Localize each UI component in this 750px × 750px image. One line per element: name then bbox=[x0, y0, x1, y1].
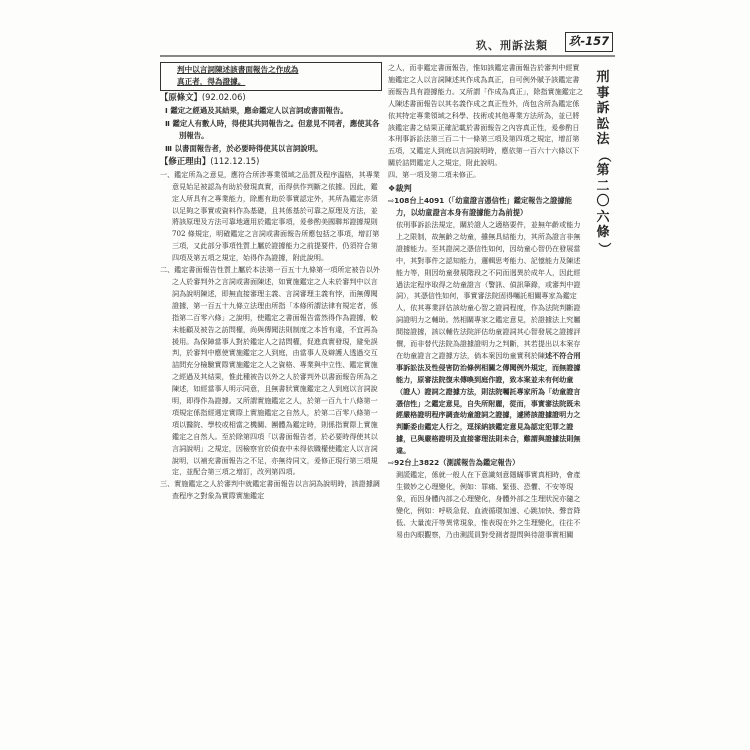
side-char: 訴 bbox=[596, 101, 610, 116]
item-number: Ⅱ bbox=[165, 118, 170, 128]
arrow-icon: ⇨ bbox=[388, 195, 395, 205]
reason-note: 四、第一項及第二項未修正。 bbox=[388, 170, 481, 180]
reason-continuation: 之人，而非鑑定書面報告，惟如該鑑定書面報告於審判中經實施鑑定之人以言詞陳述其作成為真正，自可例外賦予該鑑定書面報告具有證據能力。又所謂「作成為真正」，除指實施鑑定之人陳述書面報告以其名義作成之真正性外，尚包含所為鑑定係依其特定專業領域之科學、技術或其他專業方法所為，並已將該鑑定書之結果正確記載於書面報告之內容真正性，爰參酌日本刑事訴訟法第三百二十一條第三項及第四項之規定，增訂第五項，又鑑定人到庭以言詞說明時，應依第一百六十六條以下關於詰問鑑定人之規定，附此說明。 bbox=[388, 63, 584, 168]
original-item bbox=[160, 105, 382, 117]
case-body bbox=[388, 469, 586, 540]
section-title: 玖、刑訴法類 bbox=[476, 39, 548, 52]
case-title: 108台上4091（「幼童證言憑信性」鑑定報告之證據能力，以幼童證言本身有證據能力為前提） bbox=[394, 195, 572, 217]
side-title bbox=[592, 70, 614, 256]
item-text: 鑑定人有數人時，得使其共同報告之。但意見不同者，應使其各別報告。 bbox=[172, 118, 380, 140]
rulings-label: 裁判 bbox=[395, 183, 412, 194]
heading-label: 【修正理由】 bbox=[160, 155, 211, 166]
side-char: 第 bbox=[596, 163, 610, 178]
case-title: 92台上3822（測謊報告為鑑定報告） bbox=[394, 458, 520, 468]
side-char: 六 bbox=[596, 209, 610, 225]
reason-paragraph: 二、鑑定書面報告性質上屬於本法第一百五十九條第一項所定被告以外之人於審判外之言詞或書面陳述，如實施鑑定之人未於審判中以言詞為說明陳述，即無直接審理主義、言詞審理主義有悖，而無傳聞證據，第一百五十九條立法理由所指「本條所謂法律有規定者，係指第二百零六條」之說明，使鑑定之書面報告當然得作為證據，較未能顧及被告之訪問權，尚與傳聞法則制度之本旨有違，不宜再為援用。為保障當事人對於鑑定人之詰問權，促進真實發現，避免誤判，於審判中應使實施鑑定之人到庭，由當事人及辯護人透過交互詰問充分檢驗實際實施鑑定之人之資格、專業與中立性、鑑定實施之經過及其結果，惟此種被告以外之人於審判外以書面報告所為之陳述，如經當事人明示同意，且無書狀實施鑑定之人到庭以言詞說明，即得作為證據。又所謂實施鑑定之人，於第一百九十八條第一項規定係指經選定實際上實施鑑定之自然人，於第二百零八條第一項以醫院、學校或相當之機關、團體為鑑定時，則係指實際上實施鑑定之自然人。至於除第四項「以書面報告者，於必要時得使其以言詞說明」之規定，因檢察官於偵查中未得依職權使鑑定人以言詞說明，以補充書面報告之不足，亦無待同文，爰修正現行第三項規定，並配合第三項之增訂，改列第四項。 bbox=[160, 265, 380, 477]
original-article-heading bbox=[160, 92, 382, 104]
heading-label: 【原條文】 bbox=[160, 92, 202, 102]
continued-article-box bbox=[160, 62, 382, 91]
heading-date: (112.12.15) bbox=[210, 155, 260, 166]
original-item bbox=[160, 143, 382, 155]
case-text: 依刑事訴訟法規定，關於證人之適格要件，並無年齡或能力上之限制，故無齡之幼童，雖無具結能力，其所為證言非無證據能力。至其證詞之憑信性如何，因幼童心智仍在發展當中，其對事件之認知能力，邏輯思考能力、記憶能力及陳述能力等，則因幼童發展階段之不同而迥異於成年人，因此經過法定程序取得之幼童證言（警訊、偵訊筆錄，或審判中證詞），其憑信性如何，事實審法院固得囑託相關專家為鑑定人，依其專業評估該幼童心智之證詞程度，作為法院判斷證詞證明力之輔助。然相關專家之鑑定意見，於證據法上究屬間接證據，該以輔佐法院評估幼童證詞其心智發展之證據評價，而非替代法院為證據證明力之判斷，其若提出以本案存在幼童證言之證據方法，倘本案因幼童實利於陳 bbox=[396, 219, 581, 360]
case-emphasis: 述不符合刑事訴訟法及性侵害防治條例相關之傳聞例外規定，而無證據能力，原審法院復未傳喚到庭作證，致本案並未有何幼童（證人）證詞之證據方法，則法院囑託專家所為「幼童證言憑信性」之鑑定意見，自失所附麗，從而，事實審法院既未經嚴格證明程序調查幼童證詞之證據，遽將該證據證明力之判斷委由鑑定人行之，逕採納該鑑定意見為認定犯罪之證據，已與嚴格證明及直接審理法則未合，難謂與證據法則無違。 bbox=[396, 350, 581, 456]
side-char: ） bbox=[595, 241, 611, 255]
item-number: Ⅰ bbox=[165, 105, 168, 115]
case-heading bbox=[388, 457, 586, 469]
diamond-icon: ❖ bbox=[388, 183, 396, 194]
original-item bbox=[160, 118, 382, 142]
side-char: 訟 bbox=[596, 116, 610, 132]
amendment-reason-heading bbox=[160, 156, 382, 168]
header-rule bbox=[160, 55, 615, 57]
side-char: 二 bbox=[596, 178, 610, 194]
side-char: 事 bbox=[596, 85, 610, 101]
case-body bbox=[388, 219, 586, 457]
right-column bbox=[388, 62, 586, 541]
item-text: 鑑定之經過及其結果，應命鑑定人以言詞或書面報告。 bbox=[170, 105, 348, 115]
reason-paragraph: 三、實施鑑定之人於審判中就鑑定書面報告以言詞為說明時，該證據調查程序之對象為實際實施鑑定 bbox=[160, 479, 380, 501]
left-column bbox=[160, 62, 382, 502]
case-text: 測謊鑑定，係就一般人在下意識刻意隱瞞事實真相時，會產生微妙之心理變化，例如：罪痛、緊張、恐懼、不安等現象，而因身體內部之心理變化，身體外部之生理狀況亦隨之變化，例如：呼吸急促、血液循環加速、心跳加快、聲音降低、大量流汗等異常現象，惟表現在外之生理變化，往往不易由內眼觀察，乃由測謊員對受測者提問與待證事實相關 bbox=[396, 470, 581, 539]
reason-paragraph: 一、鑑定所為之意見，應符合所涉專業領域之品質及程序溫格，其專業意見始足被認為有助於發現真實，而得供作判斷之依據。因此，鑑定人所具有之專業能力，除應有助於事實認定外，其所為鑑定亦須以足夠之事實或資料作為基礎，且其係基於可靠之原理及方法，並將該原理及方法可靠地適用於鑑定事項，爰參酌美國聯邦證據規則 702 條規定，明確鑑定之言詞或書面報告所應包括之事項，增訂第三項，又此部分事項性質上屬於證據能力之前提要件，仍須符合第四項及第五項之規定，始得作為證據，附此說明。 bbox=[160, 169, 380, 263]
arrow-icon: ⇨ bbox=[388, 458, 395, 468]
case-heading bbox=[388, 195, 586, 219]
page-code-box: 玖-157 bbox=[565, 32, 613, 52]
box-line: 判中以言詞陳述該書面報告之作成為 bbox=[177, 65, 299, 74]
side-char: 刑 bbox=[596, 70, 610, 85]
side-char: 法 bbox=[596, 132, 610, 147]
side-char: 〇 bbox=[596, 194, 610, 209]
box-line: 真正者，得為證據。 bbox=[177, 77, 246, 86]
side-char: （ bbox=[595, 148, 611, 162]
side-char: 條 bbox=[596, 225, 610, 240]
heading-date: (92.02.06) bbox=[201, 92, 246, 102]
item-number: Ⅲ bbox=[165, 143, 172, 153]
rulings-heading bbox=[388, 183, 586, 195]
item-text: 以書面報告者，於必要時得使其以言詞說明。 bbox=[174, 143, 323, 153]
